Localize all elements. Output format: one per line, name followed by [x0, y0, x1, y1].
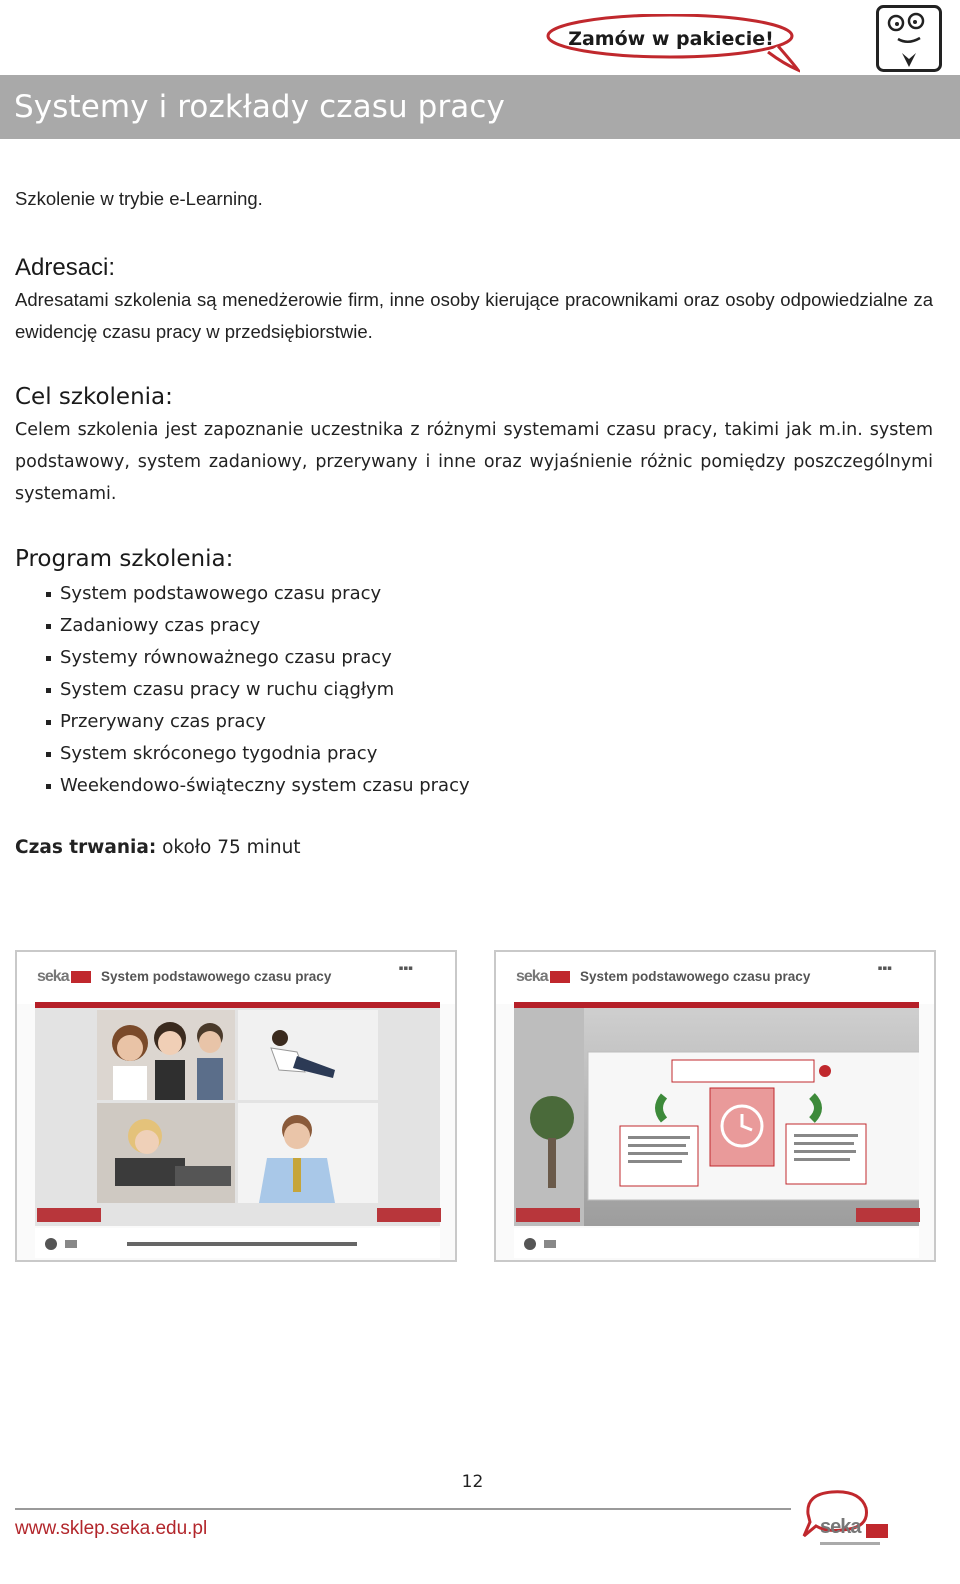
- list-item: Weekendowo-świąteczny system czasu pracy: [46, 770, 470, 802]
- screenshot-footer: [35, 1228, 440, 1258]
- duration-label: Czas trwania:: [15, 837, 157, 858]
- next-button[interactable]: [856, 1208, 920, 1222]
- bullet-icon: [46, 592, 51, 597]
- seka-logo-icon: seka: [516, 968, 570, 988]
- program-heading: Program szkolenia:: [15, 546, 234, 572]
- bullet-icon: [46, 624, 51, 629]
- bullet-icon: [46, 720, 51, 725]
- addressees-text: Adresatami szkolenia są menedżerowie firm, inne osoby kierujące pracownikami oraz osoby odpowiedzialne za ewidencję czasu pracy w przedsiębiorstwie.: [15, 289, 933, 342]
- whiteboard-scene: [514, 1008, 919, 1226]
- bullet-icon: [46, 752, 51, 757]
- mascot-face-icon: [876, 5, 942, 73]
- back-button[interactable]: [516, 1208, 580, 1222]
- addressees-heading: Adresaci:: [15, 254, 116, 281]
- seka-logo-icon: seka: [37, 968, 91, 988]
- screenshot-page-marker: ▪▪▪: [877, 964, 892, 972]
- list-item: System czasu pracy w ruchu ciągłym: [46, 674, 470, 706]
- office-photo-collage: [35, 1008, 440, 1226]
- list-item: Zadaniowy czas pracy: [46, 610, 470, 642]
- order-package-link[interactable]: [546, 14, 800, 70]
- screenshot-footer: [514, 1228, 919, 1258]
- bullet-icon: [46, 688, 51, 693]
- duration: [15, 832, 301, 864]
- list-item: System podstawowego czasu pracy: [46, 578, 470, 610]
- next-button[interactable]: [377, 1208, 441, 1222]
- order-package-label: Zamów w pakiecie!: [568, 28, 774, 50]
- course-screenshot: [15, 950, 457, 1262]
- menu-icon: [65, 1240, 77, 1248]
- list-item: System skróconego tygodnia pracy: [46, 738, 470, 770]
- goal-text: Celem szkolenia jest zapoznanie uczestnika z różnymi systemami czasu pracy, takimi jak m.in. system podstawowy, system zadaniowy, przerywany i inne oraz wyjaśnienie różnic pomiędzy poszczególnymi systemami.: [15, 420, 933, 504]
- screenshot-title: System podstawowego czasu pracy: [580, 969, 811, 984]
- page-title: Systemy i rozkłady czasu pracy: [14, 89, 505, 125]
- program-list: [46, 578, 470, 802]
- bullet-icon: [46, 656, 51, 661]
- shop-link[interactable]: www.sklep.seka.edu.pl: [15, 1518, 208, 1539]
- course-screenshot: [494, 950, 936, 1262]
- help-icon: [45, 1238, 57, 1250]
- menu-icon: [544, 1240, 556, 1248]
- title-band: [0, 75, 960, 139]
- list-item: Systemy równoważnego czasu pracy: [46, 642, 470, 674]
- page-number: 12: [461, 1472, 484, 1492]
- footer-divider: [15, 1508, 791, 1510]
- bullet-icon: [46, 784, 51, 789]
- intro-text: Szkolenie w trybie e-Learning.: [15, 188, 263, 209]
- back-button[interactable]: [37, 1208, 101, 1222]
- help-icon: [524, 1238, 536, 1250]
- goal-heading: Cel szkolenia:: [15, 384, 173, 410]
- screenshot-title: System podstawowego czasu pracy: [101, 969, 332, 984]
- duration-value: około 75 minut: [162, 837, 301, 858]
- seka-logo-icon: [800, 1484, 894, 1566]
- footer-logo-text: seka: [820, 1516, 861, 1538]
- list-item: Przerywany czas pracy: [46, 706, 470, 738]
- screenshot-page-marker: ▪▪▪: [398, 964, 413, 972]
